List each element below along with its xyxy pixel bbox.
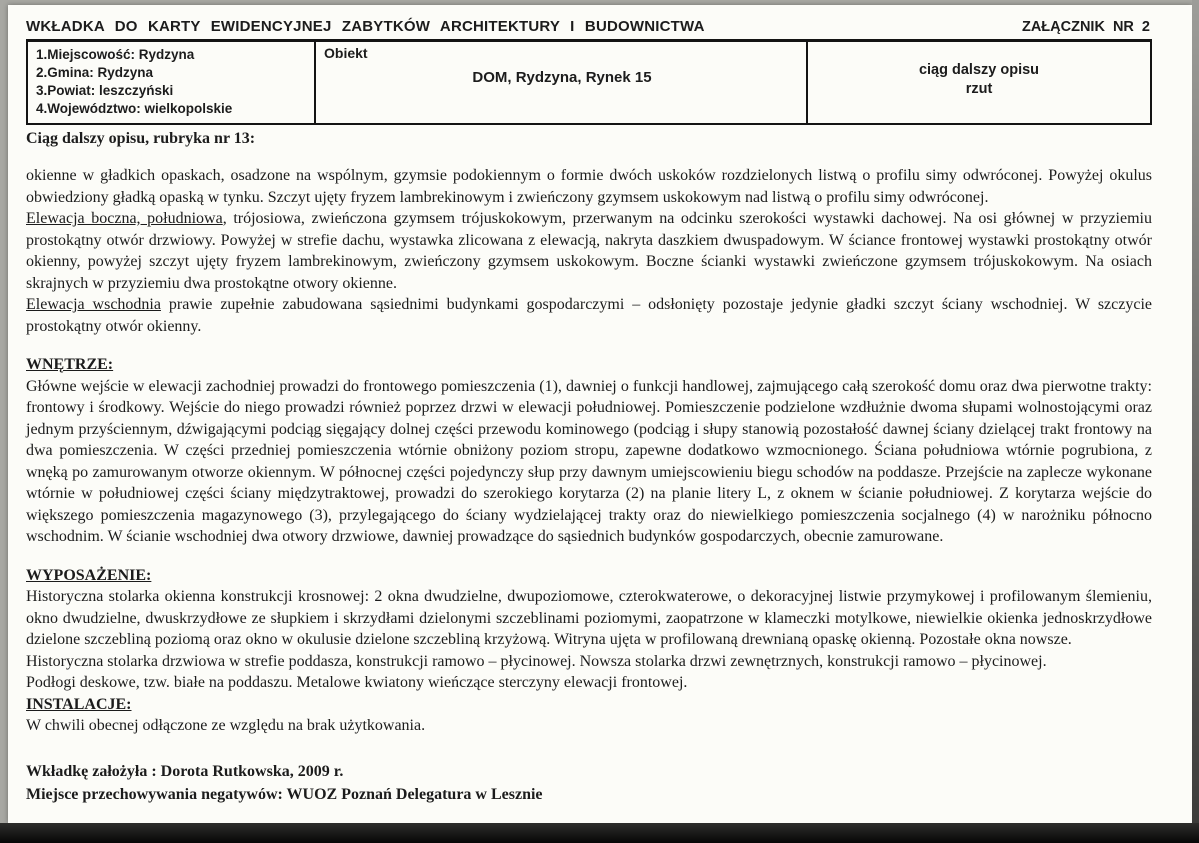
section-heading-instalacje: INSTALACJE:: [26, 695, 132, 713]
facade-south-rest: , trójosiowa, zwieńczona gzymsem trójuskokowym, przerwanym na odcinku szerokości wystawki dachowej. Na osi głównej w przyziemiu prostokątny otwór drzwiowy. Powyżej w strefie dachu, wystawka zlicowana z elewacją, nakryta daszkiem dwuspadowym. W ściance frontowej wystawki prostokątny otwór okienny, powyżej szczyt ujęty fryzem lambrekinowym, zwieńczony gzymsem uskokowym. Boczne ścianki wystawki zwieńczone gzymsem trójuskokowym. Na osiach skrajnych w przyziemiu dwa prostokątne otwory okienne.: [26, 210, 1152, 292]
section-heading-wnetrze: WNĘTRZE:: [26, 356, 114, 373]
facade-paragraph-east: [26, 294, 1152, 337]
facade-paragraph-continuation: okienne w gładkich opaskach, osadzone na wspólnym, gzymsie podokiennym o formie dwóch uskoków rozdzielonych listwą o profilu simy odwróconej. Powyżej okulus obwiedziony gładką opaską w tynku. Szczyt ujęty fryzem lambrekinowym i zwieńczony gzymsem uskokowym nad listwą o profilu simy odwróconej.: [26, 167, 1152, 206]
rubric-subtitle: Ciąg dalszy opisu, rubryka nr 13:: [26, 130, 256, 147]
document-footer: [26, 760, 1152, 807]
section-heading-wyposazenie: WYPOSAŻENIE:: [26, 566, 152, 584]
document-body: [26, 165, 1152, 807]
object-cell: [316, 42, 808, 123]
location-line-powiat: 3.Powiat: leszczyński: [36, 83, 174, 98]
object-label: Obiekt: [324, 45, 368, 61]
info-table: [26, 42, 1152, 125]
document-page: [8, 5, 1192, 823]
object-title: DOM, Rydzyna, Rynek 15: [472, 69, 652, 86]
interior-paragraph: Główne wejście w elewacji zachodniej prowadzi do frontowego pomieszczenia (1), dawniej o funkcji handlowej, zajmującego całą szerokość domu oraz dwa pierwotne trakty: frontowy i środkowy. Wejście do niego prowadzi również poprzez drzwi w elewacji południowej. Pomieszczenie podzielone wzdłużnie dwoma słupami wolnostojącymi oraz jednym przyściennym, dźwigającymi podciąg sięgający dolnej części przewodu kominowego (podciąg i słupy stanowią pozostałość dawnej ściany dzielącej trakt frontowy na dwa pomieszczenia. W części przedniej pomieszczenia wtórnie obniżony poziom stropu, zapewne dodatkowo wzmocnionego. Ściana południowa wtórnie pogrubiona, z wnęką po zamurowanym otworze okiennym. W północnej części pojedynczy słup przy dawnym umiejscowieniu biegu schodów na poddasze. Przejście na zaplecze wykonane wtórnie w południowej części ściany międzytraktowej, prowadzi do szerokiego korytarza (2) na planie litery L, z oknem w ścianie południowej. Z korytarza wejście do większego pomieszczenia magazynowego (3), przylegającego do ściany wydzielającej trakty oraz do niewielkiego pomieszczenia socjalnego (4) w narożniku północno wschodnim. W ścianie wschodniej dwa otwory drzwiowe, dawniej prowadzące do sąsiednich budynków gospodarczych, obecnie zamurowane.: [26, 377, 1152, 545]
continuation-cell: [808, 42, 1150, 123]
footer-author-line: Wkładkę założyła : Dorota Rutkowska, 2009 r.: [26, 762, 344, 780]
furnishings-paragraph-floors: Podłogi deskowe, tzw. białe na poddaszu. Metalowe kwiatony wieńczące sterczyny elewacji frontowej.: [26, 674, 688, 691]
scan-edge-bottom: [0, 823, 1199, 843]
facade-east-rest: prawie zupełnie zabudowana sąsiednimi budynkami gospodarczymi – odsłonięty pozostaje jedynie gładki szczyt ściany wschodniej. W szczycie prostokątny otwór okienny.: [26, 296, 1152, 335]
continuation-line-1: ciąg dalszy opisu: [918, 61, 1040, 78]
facade-south-lead: Elewacja boczna, południowa: [26, 210, 223, 227]
installations-paragraph: W chwili obecnej odłączone ze względu na brak użytkowania.: [26, 717, 426, 734]
continuation-line-2: rzut: [965, 80, 993, 97]
furnishings-paragraph-doors: Historyczna stolarka drzwiowa w strefie poddasza, konstrukcji ramowo – płycinowej. Nowsza stolarka drzwi zewnętrznych, konstrukcji ramowo – płycinowej.: [26, 652, 1047, 670]
scan-edge-right: [1192, 0, 1199, 843]
location-cell: [28, 42, 316, 123]
facade-paragraph-south: [26, 208, 1152, 294]
location-line-wojewodztwo: 4.Województwo: wielkopolskie: [36, 101, 233, 116]
annex-label: ZAŁĄCZNIK NR 2: [1021, 19, 1150, 35]
location-line-miejscowosc: 1.Miejscowość: Rydzyna: [36, 47, 195, 62]
document-header: [26, 18, 1152, 35]
footer-negatives-line: Miejsce przechowywania negatywów: WUOZ Poznań Delegatura w Lesznie: [26, 786, 543, 803]
location-line-gmina: 2.Gmina: Rydzyna: [36, 65, 154, 80]
document-title: WKŁADKA DO KARTY EWIDENCYJNEJ ZABYTKÓW ARCHITEKTURY I BUDOWNICTWA: [26, 18, 705, 35]
furnishings-paragraph-windows: Historyczna stolarka okienna konstrukcji krosnowej: 2 okna dwudzielne, dwupoziomowe, czterokwaterowe, o dekoracyjnej listwie przymykowej i profilowanym ślemieniu, okno dwudzielne, dwuskrzydłowe ze słupkiem i skrzydłami dzielonymi szczeblinami poziomymi, zaopatrzone w klameczki motylkowe, niewielkie okienka jednoskrzydłowe dzielone szczebliną poziomą oraz okno w okulusie dzielone szczebliną krzyżową. Witryna ujęta w profilowaną drewnianą opaskę okienną. Pozostałe okna nowsze.: [26, 588, 1152, 648]
facade-east-lead: Elewacja wschodnia: [26, 296, 161, 313]
